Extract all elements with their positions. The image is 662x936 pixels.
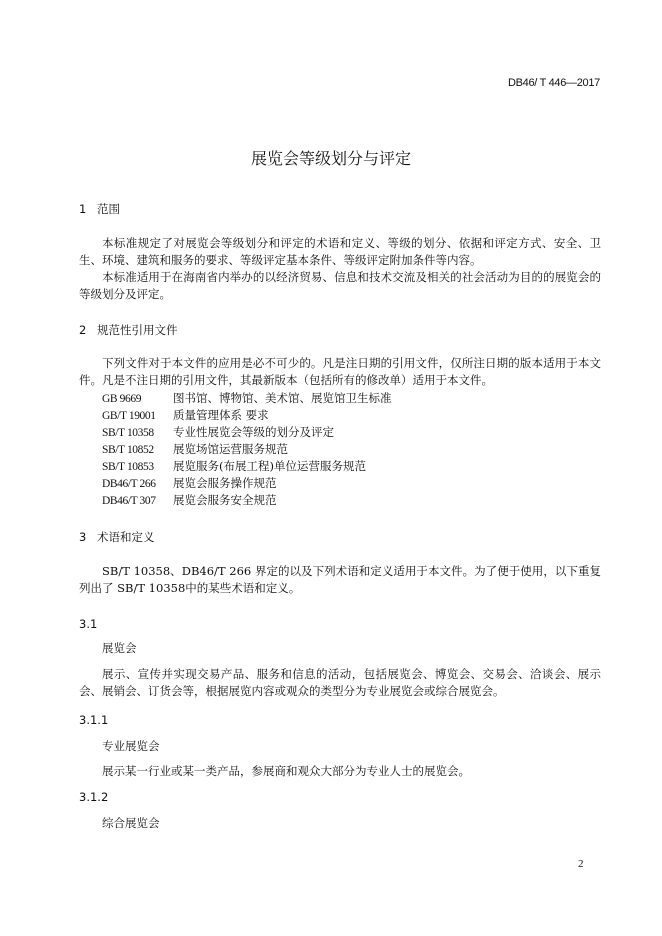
term-definition: 展示、宣传并实现交易产品、服务和信息的活动，包括展览会、博览会、交易会、洽谈会、展示会、展销会、订货会等，根据展览内容或观众的类型分为专业展览会或综合展览会。 [79,667,601,698]
reference-code: SB/T 10853 [102,461,154,473]
section-number: 2 [79,323,87,337]
reference-item [102,492,277,508]
reference-item [102,475,277,491]
reference-code: DB46/T 307 [102,495,156,507]
clause-number: 3.1 [79,617,98,631]
term-title: 展览会 [102,641,137,655]
section-3-heading [79,529,155,545]
reference-item [102,390,392,406]
clause-number: 3.1.1 [79,713,109,727]
reference-code: SB/T 10358 [102,427,154,439]
reference-code: GB 9669 [102,393,142,405]
term-title: 综合展览会 [102,816,160,830]
reference-title: 展览会服务操作规范 [173,476,277,490]
reference-code: GB/T 19001 [102,410,156,422]
reference-code: SB/T 10852 [102,444,154,456]
reference-code: DB46/T 266 [102,478,156,490]
reference-title: 展览服务(布展工程)单位运营服务规范 [173,459,366,473]
section-2-heading [79,322,178,338]
section-1-paragraph-2: 本标准适用于在海南省内举办的以经济贸易、信息和技术交流及相关的社会活动为目的的展览会的等级划分及评定。 [79,270,601,301]
page-number: 2 [578,858,584,870]
reference-title: 展览会服务安全规范 [173,493,277,507]
document-title: 展览会等级划分与评定 [250,149,411,168]
reference-item [102,458,366,474]
reference-item [102,407,269,423]
section-1-paragraph-1: 本标准规定了对展览会等级划分和评定的术语和定义、等级的划分、依据和评定方式、安全、卫生、环境、建筑和服务的要求、等级评定基本条件、等级评定附加条件等内容。 [79,236,601,267]
term-definition: 展示某一行业或某一类产品，参展商和观众大部分为专业人士的展览会。 [102,764,470,778]
reference-title: 质量管理体系 要求 [173,408,269,422]
clause-number: 3.1.2 [79,790,109,804]
section-3-intro: SB/T 10358、DB46/T 266 界定的以及下列术语和定义适用于本文件。为了便于使用，以下重复列出了 SB/T 10358中的某些术语和定义。 [79,564,601,595]
reference-item [102,424,334,440]
section-2-intro: 下列文件对于本文件的应用是必不可少的。凡是注日期的引用文件，仅所注日期的版本适用于本文件。凡是不注日期的引用文件，其最新版本（包括所有的修改单）适用于本文件。 [79,356,601,387]
reference-title: 图书馆、博物馆、美术馆、展览馆卫生标准 [173,391,392,405]
section-title: 术语和定义 [97,530,155,544]
reference-title: 展览场馆运营服务规范 [173,442,288,456]
term-title: 专业展览会 [102,739,160,753]
section-number: 1 [79,202,87,216]
section-title: 规范性引用文件 [97,323,178,337]
section-title: 范围 [97,202,120,216]
reference-item [102,441,288,457]
standard-number: DB46/ T 446—2017 [507,77,600,89]
reference-title: 专业性展览会等级的划分及评定 [173,425,334,439]
section-1-heading [79,201,120,217]
section-number: 3 [79,530,87,544]
